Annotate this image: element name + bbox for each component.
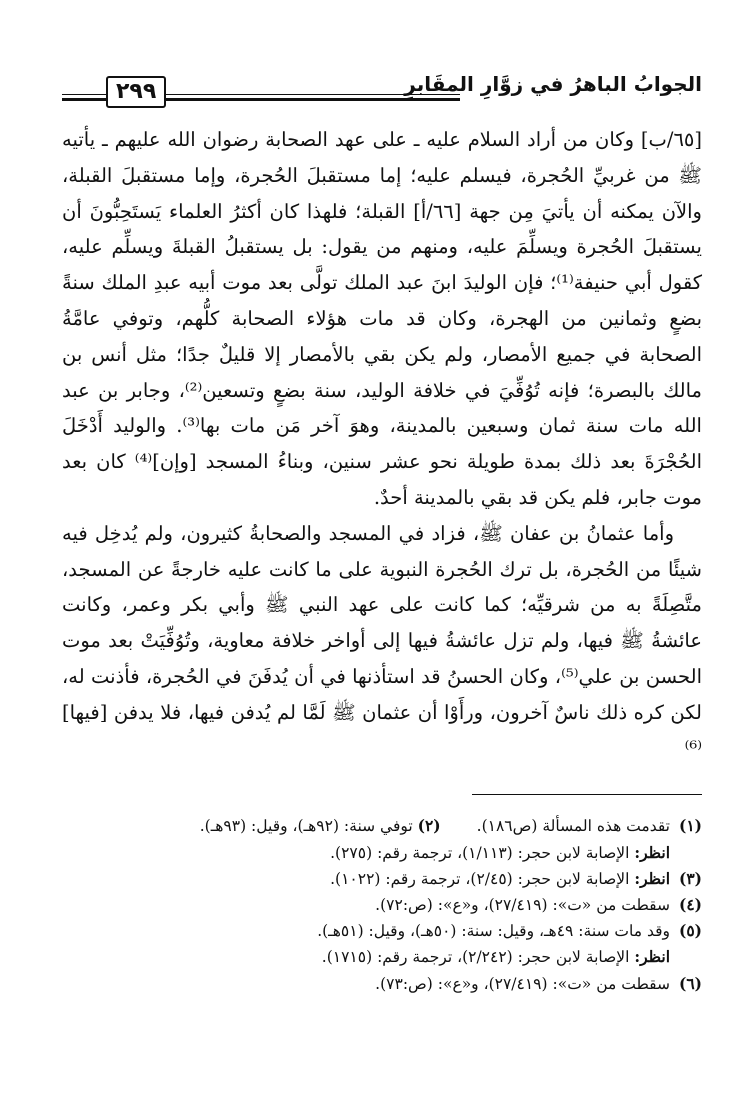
paragraph-1: [٦٥/ب] وكان من أراد السلام عليه ـ على عهد الصحابة رضوان الله عليهم ـ يأتيه ﷺ من غربيِّ الحُجرة، فيسلم عليه؛ إما مستقبلَ الحُجرة، وإما مستقبلَ القبلة، والآن يمكنه أن يأتيَ مِن جهة [٦٦/أ] القبلة؛ فلهذا كان أكثرُ العلماء يَستَحِبُّونَ أن يستقبلَ الحُجرة ويسلِّمَ عليه، ومنهم من يقول: بل يستقبلُ القبلةَ ويسلِّم عليه، كقول أبي حنيفة⁽¹⁾؛ فإن الوليدَ ابنَ عبد الملك تولَّى بعد موت أبيه عبدِ الملك سنةً بضعٍ وثمانين من الهجرة، وكان قد مات هؤلاء الصحابة كلُّهم، وتوفي عامَّةُ الصحابة في جميع الأمصار، ولم يكن بقي بالأمصار إلا قليلٌ جدًا؛ مثل أنس بن مالك بالبصرة؛ فإنه تُوُفِّيَ في خلافة الوليد، سنة بضعٍ وتسعين⁽²⁾، وجابر بن عبد الله مات سنة ثمان وسبعين بالمدينة، وهوَ آخر مَن مات بها⁽³⁾. والوليد أَدْخَلَ الحُجْرَةَ بعد ذلك بمدة طويلة نحو عشر سنين، وبناءُ المسجد [وإن]⁽⁴⁾ كان بعد موت جابر، فلم يكن قد بقي بالمدينة أحدٌ.: [62, 128, 703, 509]
running-title: الجوابُ الباهرُ في زوَّارِ المقَابرِ: [404, 72, 702, 96]
footnote-text: الإصابة لابن حجر: (١/١١٣)، ترجمة رقم: (٢٧٥).: [330, 843, 630, 862]
footnote-3: [62, 866, 702, 892]
footnote-number: (٦): [678, 973, 702, 993]
footnote-5: [62, 918, 702, 944]
footnote-4: [62, 892, 702, 918]
main-text: [62, 122, 702, 766]
footnote-label: انظر:: [634, 947, 670, 967]
footnote-separator: [472, 794, 702, 795]
footnote-number: (٢): [417, 816, 441, 836]
footnote-5-reference: [62, 944, 702, 970]
book-page: [62, 60, 702, 997]
footnote-6: [62, 971, 702, 997]
footnote-label: انظر:: [634, 842, 670, 862]
footnote-text: وقد مات سنة: ٤٩هـ، وقيل: سنة: (٥٠هـ)، وقيل: (٥١هـ).: [317, 922, 670, 941]
page-header: [62, 60, 702, 112]
footnote-2-reference: [62, 840, 702, 866]
footnotes: [62, 813, 702, 996]
footnote-text: توفي سنة: (٩٢هـ)، وقيل: (٩٣هـ).: [199, 817, 413, 836]
footnote-text: سقطت من «ت»: (٢٧/٤١٩)، و«ع»: (ص:٧٣).: [375, 974, 670, 993]
footnote-number: (٣): [678, 868, 702, 888]
paragraph-2: وأما عثمانُ بن عفان ﷺ، فزاد في المسجد والصحابةُ كثيرون، ولم يُدخِل فيه شيئًا من الحُجرة، بل ترك الحُجرة النبوية على ما كانت عليه خارجةً عن المسجد، متَّصِلَةً به من شرقيِّه؛ كما كانت على عهد النبي ﷺ وأبي بكر وعمر، وكانت عائشةُ ﷺ فيها، ولم تزل عائشةُ فيها إلى أواخر خلافة معاوية، وتُوُفِّيَتْ بعد موت الحسن بن علي⁽⁵⁾، وكان الحسنُ قد استأذنها في أن يُدفَنَ في الحُجرة، فأذنت له، لكن كره ذلك ناسٌ آخرون، ورأَوْا أن عثمان ﷺ لَمَّا لم يُدفن فيها، فلا يدفن [فيها]⁽⁶⁾: [62, 521, 702, 760]
footnote-label: انظر:: [634, 868, 670, 888]
footnote-number: (٤): [678, 894, 702, 914]
footnote-text: سقطت من «ت»: (٢٧/٤١٩)، و«ع»: (ص:٧٢).: [375, 895, 670, 914]
footnote-number: (٥): [678, 921, 702, 941]
footnote-number: (١): [678, 816, 702, 836]
footnote-1: [62, 813, 702, 839]
footnote-text: الإصابة لابن حجر: (٢/٤٥)، ترجمة رقم: (١٠٢٢).: [330, 869, 630, 888]
footnote-text: تقدمت هذه المسألة (ص١٨٦).: [476, 817, 670, 836]
page-number: ۲۹۹: [106, 76, 166, 108]
footnote-text: الإصابة لابن حجر: (٢/٢٤٢)، ترجمة رقم: (١٧١٥).: [321, 948, 630, 967]
